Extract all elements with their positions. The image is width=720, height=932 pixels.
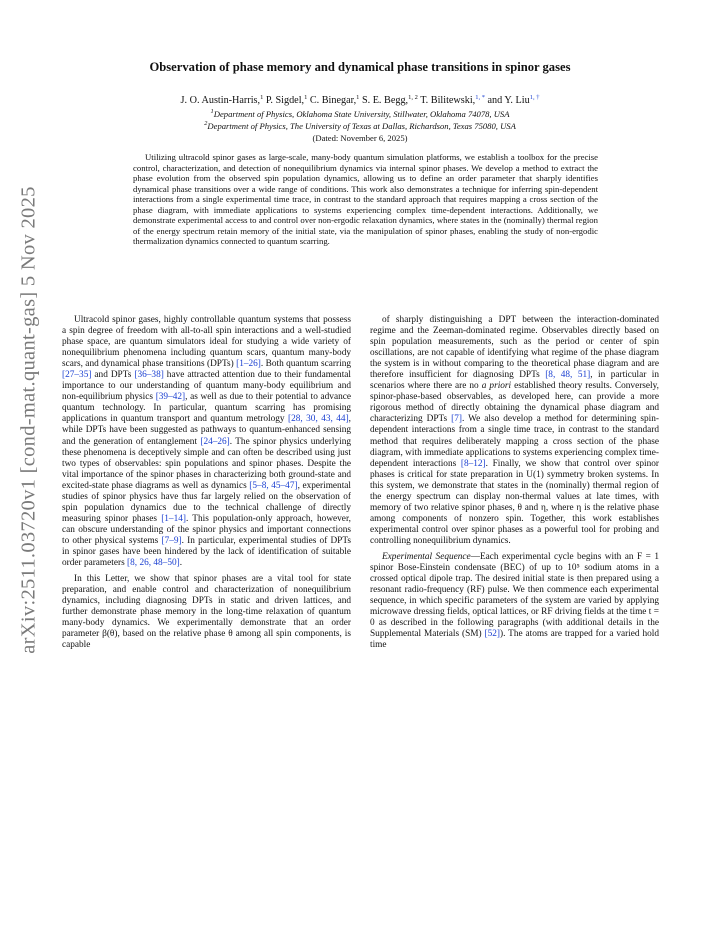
right-column — [370, 315, 659, 656]
citation-link[interactable]: [24–26] — [200, 436, 230, 447]
citation-link[interactable]: [52] — [484, 629, 501, 640]
citation-link[interactable]: [36–38] — [134, 370, 164, 381]
body-paragraph: Ultracold spinor gases, highly controllable quantum systems that possess a spin degree of freedom with all-to-all spin interactions and a well-studied phase space, are quantum simulators ideal for studying a wide variety of nonequilibrium phenomena including quantum scars, quantum many-body scars, and dynamical phase transitions (DPTs) [1–26]. Both quantum scarring [27–35] and DPTs [36–38] have attracted attention due to their fundamental importance to our understanding of quantum many-body equilibrium and non-equilibrium physics [39–42], as well as due to their potential to advance quantum technology. In particular, quantum scarring has promising applications in quantum transport and quantum metrology [28, 30, 43, 44], while DPTs have been suggested as pathways to quantum-enhanced sensing and the generation of entanglement [24–26]. The spinor physics underlying these phenomena is deceptively simple and can often be described using just two types of observables: spin populations and spinor phases. Despite the vital importance of the spinor phases in characterizing both ground-state and excited-state phase diagrams as well as dynamics [5–8, 45–47], experimental studies of spinor physics have thus far largely relied on the observation of spin population dynamics due to the technical challenge of directly measuring spinor phases [1–14]. This population-only approach, however, can obscure understanding of the spinor physics and important connections to other physical systems [7–9]. In particular, experimental studies of DPTs in spinor gases have been hindered by the lack of identification of suitable order parameters [8, 26, 48–50]. — [62, 315, 351, 569]
arxiv-sidebar — [14, 186, 44, 654]
citation-link[interactable]: [39–42] — [155, 392, 186, 403]
citation-link[interactable]: [7–9] — [161, 535, 182, 546]
author: J. O. Austin-Harris,$^1$ — [180, 94, 264, 106]
citation-link[interactable]: [27–35] — [62, 370, 92, 381]
citation-link[interactable]: [1–14] — [161, 513, 186, 524]
citation-link[interactable]: [5–8, 45–47] — [249, 480, 298, 491]
citation-link[interactable]: [8–12] — [460, 458, 486, 469]
author: P. Sigdel,$^1$ — [265, 94, 308, 106]
author: C. Binegar,$^1$ — [309, 94, 360, 106]
body-paragraph: In this Letter, we show that spinor phases are a vital tool for state preparation, and enable control and characterization of nonequilibrium dynamics, including diagnosing DPTs in static and driven lattices, and further demonstrate phase memory in the long-time relaxation of quantum many-body dynamics. We experimentally demonstrate that an order parameter β(θ), based on the relative phase θ among all spin components, is capable — [62, 574, 351, 651]
author: S. E. Begg,$^{1, 2}$ — [361, 94, 418, 106]
citation-link[interactable]: [8, 26, 48–50] — [127, 558, 180, 569]
body-paragraph: of sharply distinguishing a DPT between the interaction-dominated regime and the Zeeman-dominated regime. Observables directly based on spin population measurements, such as the period or center of spin oscillations, are not capable of identifying what regime of the phase diagram the system is in without comparing to the theoretical phase diagram and are therefore insufficient for diagnosing DPTs [8, 48, 51], in particular in scenarios where there are no a priori established theory results. Conversely, spinor-phase-based observables, as developed here, can provide a more rigorous method of directly obtaining the dynamical phase diagram and characterizing DPTs [7]. We also develop a method for determining spin-dependent interactions from a single time trace, in contrast to the standard method that requires deliberately mapping a cross section of the phase diagram, with immediate applications to systems experiencing complex time-dependent interactions [8–12]. Finally, we show that control over spinor phases is critical for state preparation in U(1) symmetry broken systems. In this system, we demonstrate that states in the (nominally) thermal region of the energy spectrum can display non-thermal values at late times, with memory of two relative spinor phases, θ and η, where η is the relative phase among components of nonzero spin. Together, this work establishes experimental control over spinor phases as a powerful tool for probing and controlling nonequilibrium dynamics. — [370, 315, 660, 546]
body-paragraph: Experimental Sequence—Each experimental cycle begins with an F = 1 spinor Bose-Einstein condensate (BEC) of up to 10⁵ sodium atoms in a crossed optical dipole trap. The desired initial state is then prepared using a resonant radio-frequency (RF) pulse. We then commence each experimental sequence, in which specific parameters of the system are varied by applying microwave dressing fields, optical lattices, or RF driving fields at the time t = 0 as described in the following paragraphs (with additional details in the Supplemental Materials (SM) [52]). The atoms are trapped for a varied hold time — [370, 551, 659, 651]
left-column — [62, 315, 351, 656]
affiliation-2: $^2$Department of Physics, The University of Texas at Dallas, Richardson, Texas 75080, USA — [204, 120, 516, 131]
author-list — [0, 94, 720, 106]
paper-title: Observation of phase memory and dynamical phase transitions in spinor gases — [149, 60, 571, 74]
citation-link[interactable]: [1–26] — [236, 359, 261, 370]
citation-link[interactable]: [28, 30, 43, 44] — [288, 414, 349, 425]
abstract: Utilizing ultracold spinor gases as large-scale, many-body quantum simulation platforms, we establish a toolbox for the precise control, characterization, and detection of nonequilibrium dynamics via internal spinor phases. We develop a method to extract the phase evolution from the observed spin population dynamics, allowing us to define an order parameter that sharply identifies dynamical phase transitions over a wide range of conditions. This work also demonstrates a technique for inferring spin-dependent interactions from a single experimental time trace, in contrast to the standard approach that requires mapping a cross section of the phase diagram, with immediate applications to systems experiencing complex time-dependent interactions. Additionally, we demonstrate experimental access to and control over non-ergodic relaxation dynamics, where states in the (nominally) thermal region of the energy spectrum retain memory of the initial state, via the manipulation of spinor phases, enabling the study of non-ergodic thermalization dynamics connected to quantum scarring. — [133, 152, 598, 246]
arxiv-identifier: arXiv:2511.03720v1 [cond-mat.quant-gas] 5 Nov 2025 — [17, 186, 40, 654]
author: T. Bilitewski,$^{1, *}$ — [420, 94, 485, 106]
author: and Y. Liu$^{1, \dagger}$ — [487, 94, 540, 106]
affiliation-1: $^1$Department of Physics, Oklahoma State University, Stillwater, Oklahoma 74078, USA — [210, 108, 510, 119]
citation-link[interactable]: [7] — [451, 414, 462, 425]
dated-line: (Dated: November 6, 2025) — [312, 133, 408, 143]
citation-link[interactable]: [8, 48, 51] — [545, 370, 591, 381]
